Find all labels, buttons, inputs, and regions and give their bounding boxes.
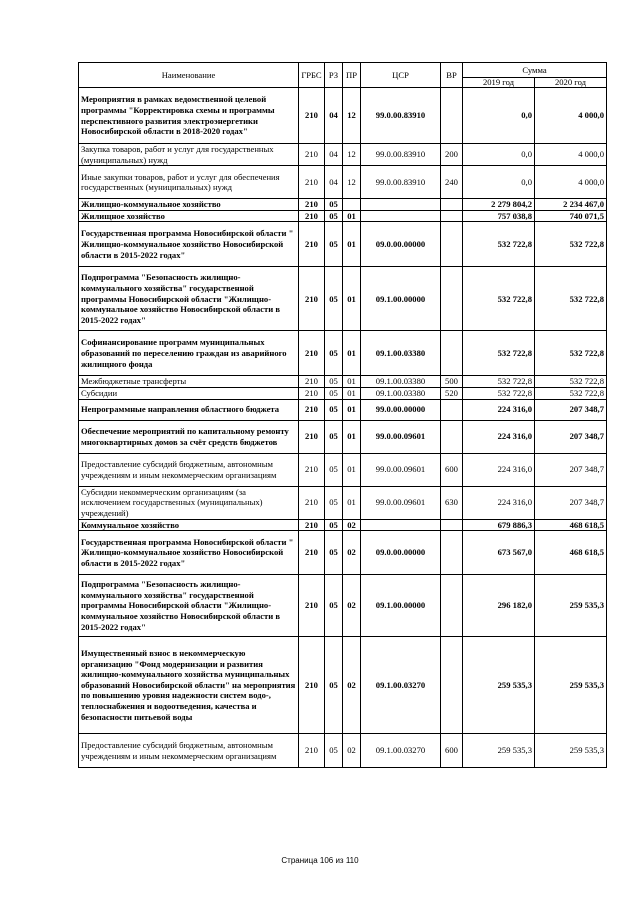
cell-grbs: 210 xyxy=(299,637,325,734)
cell-y2019: 224 316,0 xyxy=(463,453,535,486)
table-row xyxy=(79,420,607,453)
cell-grbs: 210 xyxy=(299,519,325,531)
cell-y2020: 532 722,8 xyxy=(535,331,607,376)
cell-y2020: 532 722,8 xyxy=(535,387,607,399)
cell-name: Иные закупки товаров, работ и услуг для обеспечения государственных (муниципальных) нужд xyxy=(79,166,299,199)
cell-grbs: 210 xyxy=(299,486,325,519)
cell-vr xyxy=(441,88,463,144)
cell-name: Имущественный взнос в некоммерческую организацию "Фонд модернизации и развития жилищно-коммунального хозяйства муниципальных образований Новосибирской области" на мероприятия по повышению уровня надежности систем водо-, теплоснабжения и водоотведения, качества и безопасности питьевой воды xyxy=(79,637,299,734)
table-row xyxy=(79,166,607,199)
cell-grbs: 210 xyxy=(299,331,325,376)
cell-y2020: 532 722,8 xyxy=(535,376,607,388)
cell-rz: 05 xyxy=(325,453,343,486)
cell-rz: 05 xyxy=(325,420,343,453)
cell-vr: 240 xyxy=(441,166,463,199)
cell-pr: 02 xyxy=(343,531,361,575)
cell-csr xyxy=(361,199,441,211)
budget-table xyxy=(78,62,607,768)
cell-y2019: 224 316,0 xyxy=(463,486,535,519)
cell-name: Мероприятия в рамках ведомственной целевой программы "Корректировка схемы и программы перспективного развития электроэнергетики Новосибирской области в 2018-2020 годах" xyxy=(79,88,299,144)
cell-rz: 05 xyxy=(325,637,343,734)
cell-vr xyxy=(441,575,463,637)
cell-y2020: 259 535,3 xyxy=(535,637,607,734)
cell-csr: 09.1.00.03270 xyxy=(361,734,441,768)
cell-csr xyxy=(361,519,441,531)
cell-pr: 01 xyxy=(343,210,361,222)
cell-name: Предоставление субсидий бюджетным, автономным учреждениям и иным некоммерческим организациям xyxy=(79,734,299,768)
cell-vr: 520 xyxy=(441,387,463,399)
cell-vr xyxy=(441,267,463,331)
header-vr: ВР xyxy=(441,63,463,88)
cell-vr xyxy=(441,399,463,420)
cell-y2019: 673 567,0 xyxy=(463,531,535,575)
cell-vr xyxy=(441,637,463,734)
cell-csr: 09.1.00.00000 xyxy=(361,267,441,331)
cell-csr: 99.0.00.09601 xyxy=(361,486,441,519)
header-grbs: ГРБС xyxy=(299,63,325,88)
cell-csr: 99.0.00.09601 xyxy=(361,420,441,453)
cell-y2019: 259 535,3 xyxy=(463,637,535,734)
cell-rz: 05 xyxy=(325,210,343,222)
cell-y2020: 532 722,8 xyxy=(535,222,607,267)
cell-y2020: 4 000,0 xyxy=(535,166,607,199)
table-row xyxy=(79,734,607,768)
cell-y2020: 259 535,3 xyxy=(535,575,607,637)
cell-vr xyxy=(441,519,463,531)
cell-grbs: 210 xyxy=(299,267,325,331)
cell-rz: 05 xyxy=(325,399,343,420)
cell-vr: 600 xyxy=(441,453,463,486)
cell-y2020: 207 348,7 xyxy=(535,453,607,486)
table-row xyxy=(79,376,607,388)
cell-csr: 99.0.00.09601 xyxy=(361,453,441,486)
cell-rz: 05 xyxy=(325,486,343,519)
cell-vr xyxy=(441,210,463,222)
table-row xyxy=(79,531,607,575)
cell-rz: 05 xyxy=(325,531,343,575)
cell-y2020: 207 348,7 xyxy=(535,420,607,453)
cell-pr: 01 xyxy=(343,376,361,388)
table-row xyxy=(79,144,607,166)
cell-y2019: 757 038,8 xyxy=(463,210,535,222)
cell-pr: 01 xyxy=(343,453,361,486)
cell-y2019: 532 722,8 xyxy=(463,267,535,331)
header-year-2019: 2019 год xyxy=(463,78,535,88)
table-row xyxy=(79,387,607,399)
cell-y2019: 224 316,0 xyxy=(463,399,535,420)
cell-vr: 500 xyxy=(441,376,463,388)
cell-csr: 09.1.00.03380 xyxy=(361,387,441,399)
cell-rz: 04 xyxy=(325,144,343,166)
cell-pr: 01 xyxy=(343,331,361,376)
cell-rz: 05 xyxy=(325,734,343,768)
cell-y2019: 0,0 xyxy=(463,88,535,144)
cell-grbs: 210 xyxy=(299,166,325,199)
table-row xyxy=(79,222,607,267)
cell-vr: 630 xyxy=(441,486,463,519)
cell-grbs: 210 xyxy=(299,222,325,267)
cell-pr: 02 xyxy=(343,575,361,637)
cell-grbs: 210 xyxy=(299,88,325,144)
cell-grbs: 210 xyxy=(299,420,325,453)
cell-rz: 05 xyxy=(325,222,343,267)
cell-csr: 09.1.00.03380 xyxy=(361,331,441,376)
cell-name: Предоставление субсидий бюджетным, автономным учреждениям и иным некоммерческим организациям xyxy=(79,453,299,486)
cell-rz: 05 xyxy=(325,575,343,637)
cell-pr: 01 xyxy=(343,420,361,453)
cell-rz: 04 xyxy=(325,88,343,144)
cell-rz: 05 xyxy=(325,519,343,531)
cell-pr: 01 xyxy=(343,267,361,331)
cell-y2019: 2 279 804,2 xyxy=(463,199,535,211)
cell-pr: 12 xyxy=(343,144,361,166)
header-year-2020: 2020 год xyxy=(535,78,607,88)
header-csr: ЦСР xyxy=(361,63,441,88)
cell-name: Межбюджетные трансферты xyxy=(79,376,299,388)
cell-y2019: 532 722,8 xyxy=(463,376,535,388)
cell-y2020: 259 535,3 xyxy=(535,734,607,768)
cell-y2020: 740 071,5 xyxy=(535,210,607,222)
header-pr: ПР xyxy=(343,63,361,88)
cell-y2019: 0,0 xyxy=(463,166,535,199)
table-row xyxy=(79,453,607,486)
cell-vr: 200 xyxy=(441,144,463,166)
cell-csr: 99.0.00.83910 xyxy=(361,144,441,166)
table-row xyxy=(79,331,607,376)
cell-csr: 99.0.00.00000 xyxy=(361,399,441,420)
cell-y2020: 468 618,5 xyxy=(535,531,607,575)
cell-vr: 600 xyxy=(441,734,463,768)
cell-y2019: 259 535,3 xyxy=(463,734,535,768)
cell-y2019: 532 722,8 xyxy=(463,331,535,376)
table-row xyxy=(79,399,607,420)
cell-name: Обеспечение мероприятий по капитальному ремонту многоквартирных домов за счёт средств бюджетов xyxy=(79,420,299,453)
cell-csr: 99.0.00.83910 xyxy=(361,166,441,199)
cell-csr: 09.1.00.00000 xyxy=(361,575,441,637)
cell-grbs: 210 xyxy=(299,453,325,486)
cell-y2020: 532 722,8 xyxy=(535,267,607,331)
cell-name: Коммунальное хозяйство xyxy=(79,519,299,531)
cell-rz: 05 xyxy=(325,331,343,376)
cell-y2019: 532 722,8 xyxy=(463,387,535,399)
cell-grbs: 210 xyxy=(299,734,325,768)
cell-rz: 04 xyxy=(325,166,343,199)
cell-pr: 12 xyxy=(343,88,361,144)
cell-y2020: 4 000,0 xyxy=(535,88,607,144)
cell-name: Софинансирование программ муниципальных образований по переселению граждан из аварийного жилищного фонда xyxy=(79,331,299,376)
table-row xyxy=(79,88,607,144)
cell-y2020: 2 234 467,0 xyxy=(535,199,607,211)
cell-y2019: 679 886,3 xyxy=(463,519,535,531)
cell-grbs: 210 xyxy=(299,210,325,222)
table-row xyxy=(79,210,607,222)
cell-grbs: 210 xyxy=(299,399,325,420)
cell-csr: 99.0.00.83910 xyxy=(361,88,441,144)
cell-vr xyxy=(441,331,463,376)
cell-name: Государственная программа Новосибирской области " Жилищно-коммунальное хозяйство Новосибирской области в 2015-2022 годах" xyxy=(79,222,299,267)
cell-rz: 05 xyxy=(325,267,343,331)
cell-grbs: 210 xyxy=(299,575,325,637)
cell-name: Подпрограмма "Безопасность жилищно-коммунального хозяйства" государственной программы Новосибирской области "Жилищно-коммунальное хозяйство Новосибирской области в 2015-2022 годах" xyxy=(79,267,299,331)
cell-y2019: 296 182,0 xyxy=(463,575,535,637)
table-row xyxy=(79,267,607,331)
cell-csr xyxy=(361,210,441,222)
table-row xyxy=(79,486,607,519)
cell-grbs: 210 xyxy=(299,144,325,166)
cell-pr: 01 xyxy=(343,486,361,519)
cell-pr: 01 xyxy=(343,399,361,420)
cell-grbs: 210 xyxy=(299,199,325,211)
cell-pr: 01 xyxy=(343,222,361,267)
header-name: Наименование xyxy=(79,63,299,88)
cell-y2020: 468 618,5 xyxy=(535,519,607,531)
cell-vr xyxy=(441,420,463,453)
cell-csr: 09.0.00.00000 xyxy=(361,531,441,575)
cell-rz: 05 xyxy=(325,387,343,399)
table-row xyxy=(79,519,607,531)
cell-name: Жилищное хозяйство xyxy=(79,210,299,222)
cell-y2020: 207 348,7 xyxy=(535,486,607,519)
cell-name: Подпрограмма "Безопасность жилищно-коммунального хозяйства" государственной программы Новосибирской области "Жилищно-коммунальное хозяйство Новосибирской области в 2015-2022 годах" xyxy=(79,575,299,637)
cell-name: Субсидии xyxy=(79,387,299,399)
cell-pr: 02 xyxy=(343,519,361,531)
cell-y2019: 532 722,8 xyxy=(463,222,535,267)
cell-y2019: 0,0 xyxy=(463,144,535,166)
header-rz: РЗ xyxy=(325,63,343,88)
header-row xyxy=(79,63,607,78)
table-row xyxy=(79,199,607,211)
cell-grbs: 210 xyxy=(299,531,325,575)
cell-name: Субсидии некоммерческим организациям (за исключением государственных (муниципальных) учреждений) xyxy=(79,486,299,519)
cell-pr: 12 xyxy=(343,166,361,199)
cell-pr: 02 xyxy=(343,637,361,734)
cell-y2020: 207 348,7 xyxy=(535,399,607,420)
table-row xyxy=(79,575,607,637)
cell-vr xyxy=(441,531,463,575)
cell-csr: 09.1.00.03380 xyxy=(361,376,441,388)
cell-pr xyxy=(343,199,361,211)
cell-pr: 02 xyxy=(343,734,361,768)
header-sum: Сумма xyxy=(463,63,607,78)
table-row xyxy=(79,637,607,734)
cell-y2020: 4 000,0 xyxy=(535,144,607,166)
cell-name: Жилищно-коммунальное хозяйство xyxy=(79,199,299,211)
cell-y2019: 224 316,0 xyxy=(463,420,535,453)
table-body xyxy=(79,88,607,768)
cell-rz: 05 xyxy=(325,199,343,211)
cell-name: Государственная программа Новосибирской области " Жилищно-коммунальное хозяйство Новосибирской области в 2015-2022 годах" xyxy=(79,531,299,575)
cell-pr: 01 xyxy=(343,387,361,399)
cell-rz: 05 xyxy=(325,376,343,388)
cell-vr xyxy=(441,199,463,211)
cell-name: Непрограммные направления областного бюджета xyxy=(79,399,299,420)
cell-csr: 09.1.00.03270 xyxy=(361,637,441,734)
cell-grbs: 210 xyxy=(299,376,325,388)
cell-name: Закупка товаров, работ и услуг для государственных (муниципальных) нужд xyxy=(79,144,299,166)
page-footer: Страница 106 из 110 xyxy=(281,856,359,865)
cell-csr: 09.0.00.00000 xyxy=(361,222,441,267)
cell-vr xyxy=(441,222,463,267)
cell-grbs: 210 xyxy=(299,387,325,399)
